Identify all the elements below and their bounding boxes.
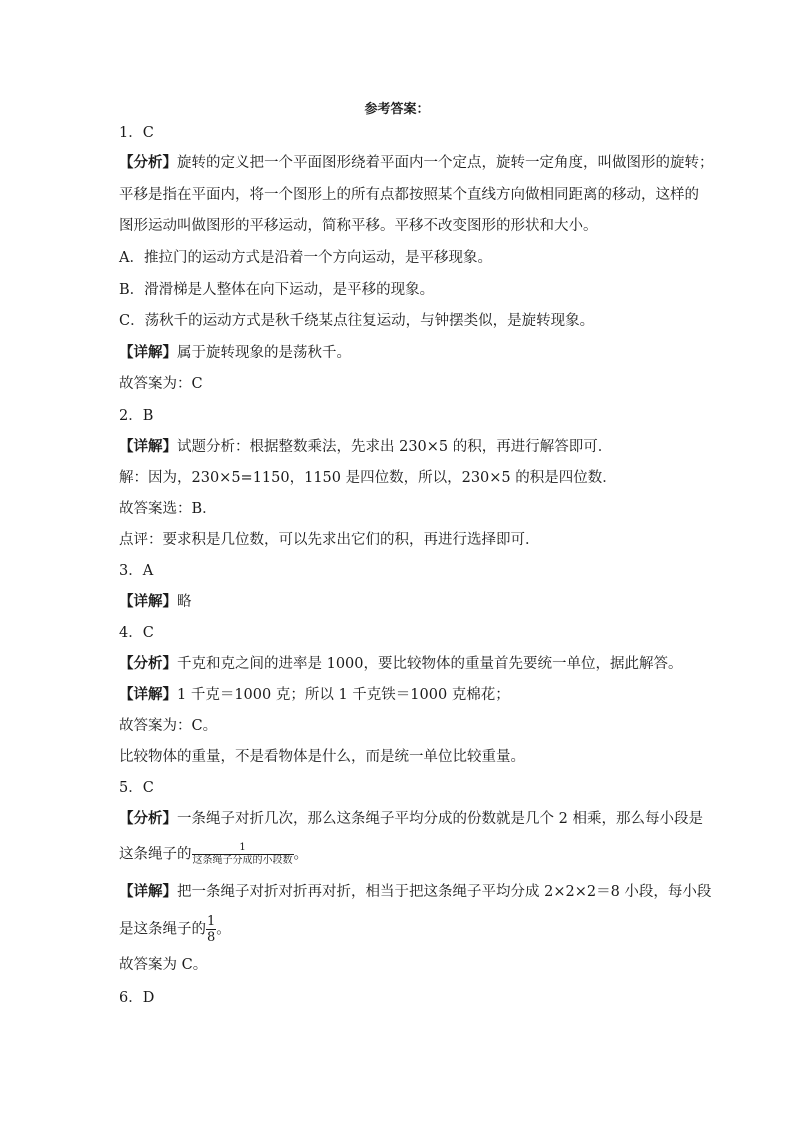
answer-3-heading: 3．A (119, 563, 154, 579)
q5-detail-line-2 (119, 915, 689, 944)
fraction-formula (192, 843, 294, 866)
fraction-numerator: 1 (207, 914, 216, 929)
q2-answer: 故答案选：B． (119, 501, 217, 517)
q1-analysis-text: 旋转的定义把一个平面图形绕着平面内一个定点，旋转一定角度，叫做图形的旋转； (177, 155, 714, 171)
q4-detail-text: 1 千克＝1000 克；所以 1 千克铁＝1000 克棉花； (177, 687, 510, 703)
period: 。 (293, 846, 308, 863)
q5-detail-line-1 (119, 882, 712, 902)
q1-analysis-line-2: 平移是指在平面内，将一个图形上的所有点都按照某个直线方向做相同距离的移动，这样的 (119, 187, 699, 203)
q5-analysis-text-2: 这条绳子的 (119, 846, 192, 863)
fraction-denominator: 这条绳子分成的小段数 (192, 855, 293, 866)
q4-detail (119, 685, 689, 705)
q3-detail (119, 592, 689, 612)
q4-analysis-text: 千克和克之间的进率是 1000，要比较物体的重量首先要统一单位，据此解答。 (177, 656, 683, 672)
answer-5-heading: 5．C (119, 780, 154, 796)
q4-note: 比较物体的重量，不是看物体是什么，而是统一单位比较重量。 (119, 749, 525, 765)
q2-detail (119, 437, 689, 457)
detail-tag: 【详解】 (119, 438, 177, 455)
q1-option-b: B．滑滑梯是人整体在向下运动，是平移的现象。 (119, 282, 435, 298)
q2-comment: 点评：要求积是几位数，可以先求出它们的积，再进行选择即可． (119, 532, 540, 548)
detail-tag: 【详解】 (119, 686, 177, 703)
analysis-tag: 【分析】 (119, 810, 177, 827)
answer-1-heading: 1．C (119, 125, 154, 141)
detail-tag: 【详解】 (119, 593, 177, 610)
q1-analysis-line-3: 图形运动叫做图形的平移运动，简称平移。平移不改变图形的形状和大小。 (119, 218, 598, 234)
detail-tag: 【详解】 (119, 344, 177, 361)
fraction-numerator: 1 (239, 842, 246, 853)
page-title: 参考答案： (364, 102, 430, 117)
analysis-tag: 【分析】 (119, 154, 177, 171)
q1-option-c: C．荡秋千的运动方式是秋千绕某点往复运动，与钟摆类似，是旋转现象。 (119, 313, 595, 329)
q5-analysis-line-1 (119, 809, 703, 829)
q5-answer: 故答案为 C。 (119, 957, 208, 973)
q5-detail-text: 把一条绳子对折对折再对折，相当于把这条绳子平均分成 2×2×2＝8 小段，每小段 (177, 884, 712, 900)
q4-analysis (119, 654, 689, 674)
q1-option-a: A．推拉门的运动方式是沿着一个方向运动，是平移现象。 (119, 250, 492, 266)
q2-solution: 解：因为，230×5=1150，1150 是四位数，所以，230×5 的积是四位数． (119, 470, 617, 486)
detail-tag: 【详解】 (119, 883, 177, 900)
analysis-tag: 【分析】 (119, 655, 177, 672)
q1-detail-text: 属于旋转现象的是荡秋千。 (177, 345, 351, 361)
answer-6-heading: 6．D (119, 990, 155, 1006)
q4-answer: 故答案为：C。 (119, 718, 218, 734)
q5-analysis-line-2 (119, 843, 689, 866)
fraction-one-eighth (206, 915, 216, 944)
fraction-denominator: 8 (207, 930, 216, 945)
q1-answer: 故答案为：C (119, 376, 203, 392)
q1-detail (119, 343, 689, 363)
q5-analysis-text: 一条绳子对折几次，那么这条绳子平均分成的份数就是几个 2 相乘，那么每小段是 (177, 811, 703, 827)
answer-4-heading: 4．C (119, 625, 154, 641)
period: 。 (216, 921, 231, 938)
q5-detail-text-2: 是这条绳子的 (119, 921, 206, 938)
q1-analysis-line-1 (119, 153, 714, 173)
answer-2-heading: 2．B (119, 408, 154, 424)
q3-detail-text: 略 (177, 594, 192, 610)
q2-detail-text: 试题分析：根据整数乘法，先求出 230×5 的积，再进行解答即可． (177, 439, 613, 455)
